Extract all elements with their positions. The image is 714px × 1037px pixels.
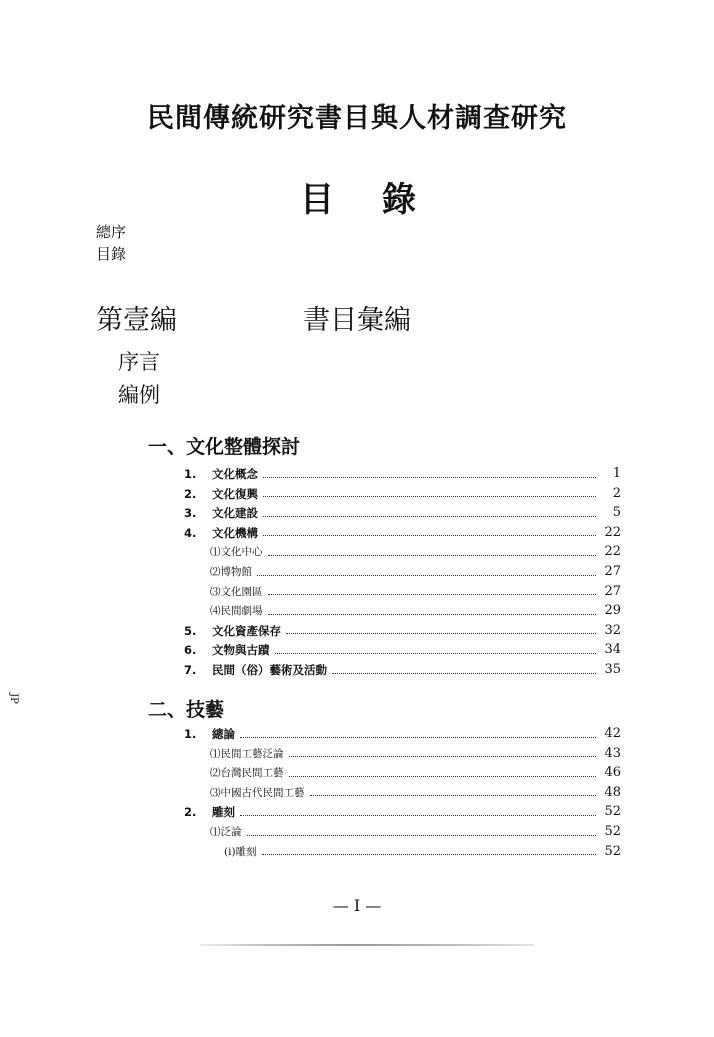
toc-entry-page: 48 bbox=[604, 784, 621, 800]
toc-entry-number: 1. bbox=[184, 727, 197, 741]
dot-leader bbox=[263, 496, 596, 497]
toc-entry-page: 42 bbox=[604, 726, 621, 741]
toc-entry-page: 35 bbox=[604, 662, 621, 677]
toc-entry-number: 5. bbox=[184, 623, 197, 638]
dot-leader bbox=[268, 555, 597, 556]
page-folio: — I — bbox=[332, 896, 382, 915]
dot-leader bbox=[263, 535, 596, 536]
toc-heading-char-1: 目 bbox=[300, 180, 334, 220]
toc-entry-number: 2. bbox=[184, 805, 197, 820]
toc-entry-title: ⑴民間工藝泛論 bbox=[210, 747, 284, 760]
toc-entry[interactable] bbox=[184, 504, 621, 522]
toc-entry-page: 22 bbox=[604, 524, 621, 540]
part-label: 第壹編 bbox=[96, 305, 177, 336]
toc-entry[interactable] bbox=[184, 641, 621, 659]
toc-heading-char-2: 錄 bbox=[382, 180, 416, 220]
toc-entry-page: 2 bbox=[612, 485, 621, 501]
toc-entry-title: ⑴文化中心 bbox=[210, 546, 263, 559]
toc-entry-page: 52 bbox=[604, 804, 621, 820]
toc-entry[interactable] bbox=[184, 661, 621, 679]
toc-entry[interactable] bbox=[184, 745, 621, 763]
dot-leader bbox=[268, 594, 597, 595]
dot-leader bbox=[332, 673, 596, 674]
toc-entry-page: 22 bbox=[604, 544, 621, 560]
dot-leader bbox=[240, 815, 596, 816]
toc-entry[interactable] bbox=[184, 602, 621, 620]
toc-entry[interactable] bbox=[184, 465, 621, 483]
toc-entry-page: 52 bbox=[604, 824, 621, 839]
dot-leader bbox=[262, 854, 596, 855]
preliminary-editorial-notes[interactable]: 編例 bbox=[118, 383, 160, 407]
toc-entry-title: 民間（俗）藝術及活動 bbox=[212, 663, 327, 677]
toc-entry-title: 總論 bbox=[212, 727, 235, 741]
toc-entry-number: 6. bbox=[184, 643, 197, 658]
front-matter-contents[interactable]: 目錄 bbox=[96, 245, 127, 263]
toc-entry-title: ⑵博物館 bbox=[210, 566, 252, 578]
toc-entry[interactable] bbox=[184, 784, 621, 802]
toc-entry[interactable] bbox=[184, 764, 621, 782]
toc-entry-page: 29 bbox=[604, 603, 621, 619]
toc-entry-number: 7. bbox=[184, 663, 197, 677]
toc-entry-page: 32 bbox=[604, 622, 621, 638]
toc-entry-title: 文化機構 bbox=[212, 525, 258, 540]
dot-leader bbox=[263, 477, 596, 478]
toc-entry[interactable] bbox=[184, 622, 621, 640]
toc-entry-title: ⑵台灣民間工藝 bbox=[210, 767, 284, 780]
toc-entry[interactable] bbox=[184, 563, 621, 581]
toc-entry-page: 5 bbox=[612, 505, 621, 521]
section-heading-crafts: 二、技藝 bbox=[148, 699, 225, 721]
dot-leader bbox=[268, 614, 597, 615]
toc-entry-number: 3. bbox=[184, 506, 197, 521]
scan-artifact-line bbox=[200, 944, 534, 946]
dot-leader bbox=[289, 756, 597, 757]
toc-entry-page: 34 bbox=[604, 642, 621, 658]
toc-entry-title: 文化建設 bbox=[212, 506, 258, 521]
dot-leader bbox=[286, 633, 596, 634]
toc-entry-title: ⑶文化園區 bbox=[210, 585, 263, 598]
toc-entry[interactable] bbox=[184, 725, 621, 743]
toc-entry-page: 1 bbox=[612, 466, 621, 481]
toc-entry-page: 27 bbox=[604, 564, 621, 579]
part-title: 書目彙編 bbox=[303, 305, 411, 336]
toc-entry-title: 文物與古蹟 bbox=[212, 643, 270, 658]
toc-entry-title: 文化復興 bbox=[212, 486, 258, 501]
toc-entry-page: 43 bbox=[604, 745, 621, 761]
toc-entry-title: 雕刻 bbox=[212, 805, 235, 820]
dot-leader bbox=[257, 575, 596, 576]
toc-entry[interactable] bbox=[184, 485, 621, 503]
toc-entry-title: ⑶中國古代民間工藝 bbox=[210, 786, 305, 799]
toc-entry[interactable] bbox=[184, 543, 621, 561]
book-title: 民間傳統研究書目與人材調查研究 bbox=[147, 103, 567, 134]
dot-leader bbox=[247, 835, 597, 836]
toc-entry-number: 2. bbox=[184, 486, 197, 501]
toc-entry-number: 4. bbox=[184, 525, 197, 540]
toc-entry-title: 文化概念 bbox=[212, 467, 258, 481]
toc-entry[interactable] bbox=[184, 823, 621, 841]
toc-entry[interactable] bbox=[184, 524, 621, 542]
toc-entry-title: ⑷民間劇場 bbox=[210, 605, 263, 618]
toc-entry[interactable] bbox=[184, 583, 621, 601]
section-heading-culture: 一、文化整體探討 bbox=[148, 436, 301, 458]
dot-leader bbox=[289, 776, 597, 777]
toc-entry[interactable] bbox=[184, 843, 621, 861]
dot-leader bbox=[240, 737, 596, 738]
toc-entry-title: (i)雕刻 bbox=[224, 845, 257, 858]
front-matter-general-preface[interactable]: 總序 bbox=[96, 223, 127, 241]
preliminary-preface[interactable]: 序言 bbox=[118, 350, 160, 374]
toc-entry[interactable] bbox=[184, 803, 621, 821]
toc-entry-title: ⑴泛論 bbox=[210, 826, 242, 838]
toc-entry-page: 46 bbox=[604, 765, 621, 781]
toc-entry-number: 1. bbox=[184, 467, 197, 481]
toc-entry-title: 文化資產保存 bbox=[212, 623, 281, 638]
dot-leader bbox=[310, 795, 597, 796]
dot-leader bbox=[263, 516, 596, 517]
toc-entry-page: 27 bbox=[604, 583, 621, 599]
toc-entry-page: 52 bbox=[604, 843, 621, 859]
margin-mark: JP bbox=[7, 693, 19, 704]
dot-leader bbox=[275, 653, 597, 654]
